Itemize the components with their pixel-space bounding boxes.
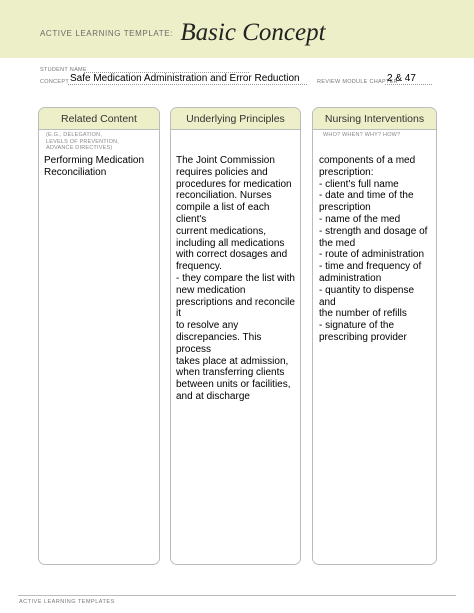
chapter-label: REVIEW MODULE CHAPTER — [317, 79, 398, 85]
page-title — [40, 19, 326, 47]
related-content-column — [38, 107, 160, 565]
nursing-interventions-column — [312, 107, 437, 565]
footer-divider — [18, 595, 456, 596]
template-title: Basic Concept — [180, 19, 326, 46]
related-content-body[interactable]: Performing Medication Reconciliation — [44, 155, 145, 178]
nursing-interventions-header — [313, 108, 436, 130]
nursing-interventions-body[interactable]: components of a med prescription: - client's full name - date and time of the prescription - name of the med - strength and dosage of the med - route of administration - time and frequency of administration - quantity to dispense and the number of refills - signature of the prescribing provider — [319, 155, 428, 343]
underlying-principles-title: Underlying Principles — [186, 113, 285, 125]
chapter-line — [385, 84, 432, 85]
chapter-field[interactable]: 2 & 47 — [387, 73, 416, 84]
student-name-label: STUDENT NAME — [40, 67, 87, 73]
concept-field[interactable]: Safe Medication Administration and Error Reduction — [70, 73, 300, 84]
template-prefix: ACTIVE LEARNING TEMPLATE: — [40, 29, 173, 38]
header-band — [0, 0, 474, 58]
concept-label: CONCEPT — [40, 79, 69, 85]
underlying-principles-body[interactable]: The Joint Commission requires policies and procedures for medication reconciliation. Nurses compile a list of each client's current medications, including all medications with correct dosages and frequency. - they compare the list with new medication prescriptions and reconcile it to resolve any discrepancies. This process takes place at admission, when transferring clients between units or facilities, and at discharge — [176, 155, 295, 402]
related-content-title: Related Content — [61, 113, 137, 125]
nursing-interventions-title: Nursing Interventions — [324, 113, 425, 125]
footer-label: ACTIVE LEARNING TEMPLATES — [19, 599, 115, 605]
underlying-principles-header — [171, 108, 300, 130]
related-content-header — [39, 108, 159, 130]
concept-line — [68, 84, 307, 85]
related-content-subtitle: (E.G., DELEGATION, LEVELS OF PREVENTION, ADVANCE DIRECTIVES) — [46, 132, 119, 151]
nursing-interventions-subtitle: WHO? WHEN? WHY? HOW? — [323, 132, 401, 138]
underlying-principles-column — [170, 107, 301, 565]
